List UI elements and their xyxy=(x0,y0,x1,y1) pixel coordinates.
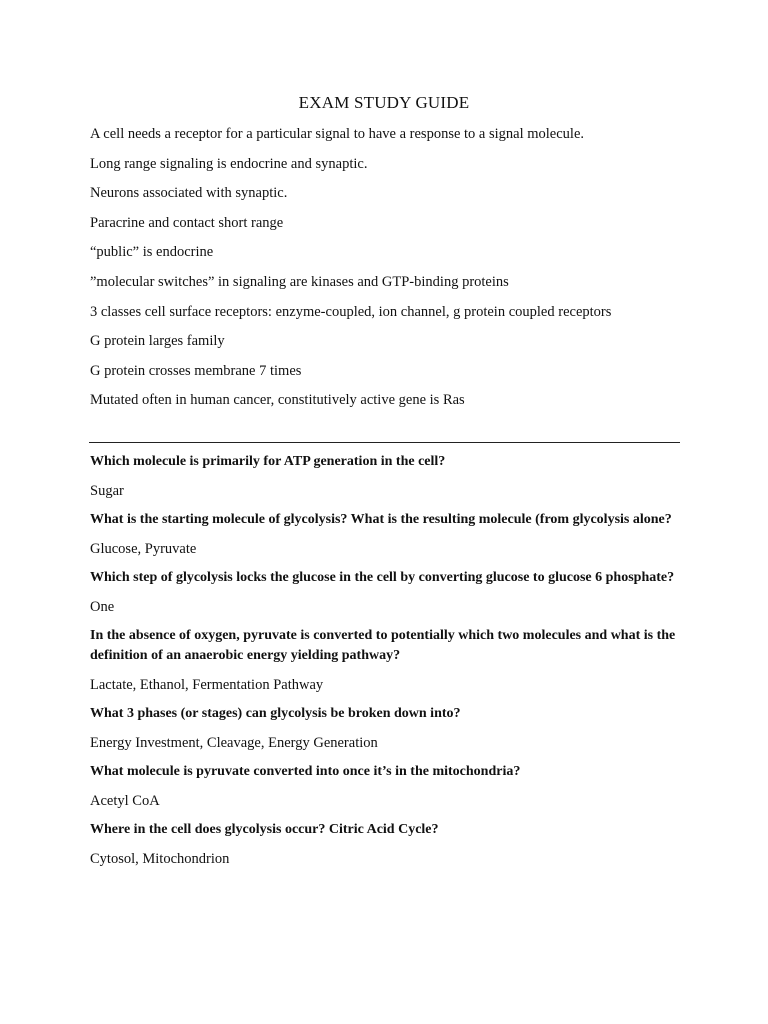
note-line: Long range signaling is endocrine and synaptic. xyxy=(90,155,368,172)
answer-text: Acetyl CoA xyxy=(90,793,160,809)
note-line: G protein crosses membrane 7 times xyxy=(90,362,302,379)
notes-section xyxy=(90,125,690,421)
note-line: Mutated often in human cancer, constitutively active gene is Ras xyxy=(90,392,465,409)
note-line: G protein larges family xyxy=(90,333,225,350)
question-text: What 3 phases (or stages) can glycolysis be broken down into? xyxy=(90,706,461,721)
section-divider xyxy=(89,442,680,443)
note-line: 3 classes cell surface receptors: enzyme-coupled, ion channel, g protein coupled receptors xyxy=(90,303,612,320)
note-line: A cell needs a receptor for a particular signal to have a response to a signal molecule. xyxy=(90,126,585,142)
question-text: Which step of glycolysis locks the glucose in the cell by converting glucose to glucose 6 phosphate? xyxy=(90,570,675,585)
note-line: ”molecular switches” in signaling are kinases and GTP-binding proteins xyxy=(90,273,509,290)
question-text: Where in the cell does glycolysis occur? Citric Acid Cycle? xyxy=(90,822,439,837)
qa-section xyxy=(90,452,680,878)
question-text: What is the starting molecule of glycolysis? What is the resulting molecule (from glycolysis alone? xyxy=(90,512,672,527)
note-line: “public” is endocrine xyxy=(90,244,214,261)
document-title: EXAM STUDY GUIDE xyxy=(298,93,470,112)
question-text: In the absence of oxygen, pyruvate is converted to potentially which two molecules and what is the definition of an anaerobic energy yielding pathway? xyxy=(90,628,676,663)
answer-text: Lactate, Ethanol, Fermentation Pathway xyxy=(90,677,324,693)
note-line: Neurons associated with synaptic. xyxy=(90,185,288,202)
answer-text: One xyxy=(90,599,115,615)
note-line: Paracrine and contact short range xyxy=(90,214,284,231)
question-text: What molecule is pyruvate converted into once it’s in the mitochondria? xyxy=(90,764,521,779)
answer-text: Glucose, Pyruvate xyxy=(90,541,197,557)
question-text: Which molecule is primarily for ATP generation in the cell? xyxy=(90,454,446,469)
answer-text: Energy Investment, Cleavage, Energy Generation xyxy=(90,735,378,751)
answer-text: Cytosol, Mitochondrion xyxy=(90,851,230,867)
answer-text: Sugar xyxy=(90,483,124,499)
